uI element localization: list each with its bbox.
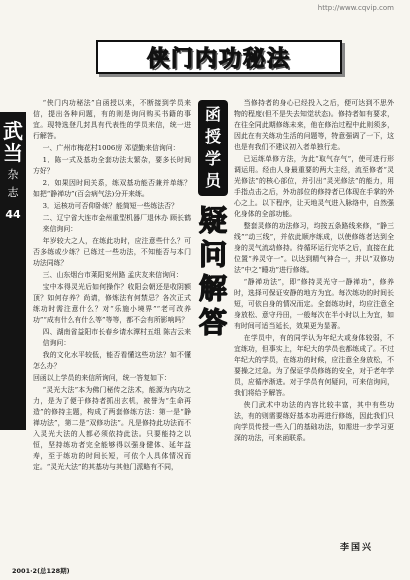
body-paragraph: 整套灵修的功法修习，均按五条路线来修，“静三线”“动三线”，并依此顺序练成，以使修练者达到全身的灵气流动修持。待循环运行完毕之后，直接在此位置“养灵守一”。以达到精气神合一，并以“双修功法”中之“睡功”进行修练。 bbox=[234, 222, 394, 274]
question-sender-line: 二、辽宁省大连市金州重型机器厂退休办 顾长鹤来信询问： bbox=[42, 214, 191, 233]
body-paragraph: 1．陈一式及基功全套功法太繁杂，要多长时间方好？ bbox=[33, 156, 191, 175]
qa-vertical-banner bbox=[196, 100, 230, 340]
side-strip-sub: 杂 bbox=[7, 168, 19, 181]
right-text-column bbox=[234, 98, 394, 445]
body-paragraph: 当修持者的身心已经投入之后，便可达到不思外物的程度(但不是失去知觉状态)。修持者如有要求，在往全同此期修练未来，他在修治过程中此则须多，因此在有关练功生活的问题等，特意强调了一下，这也是有我们不建议初入者单独行走。 bbox=[234, 99, 394, 151]
question-sender-line: 四、湖南省益阳市长春乡请水潭村五组 陈吉云来信询问： bbox=[42, 328, 191, 347]
banner-seal-char: 授 bbox=[204, 127, 221, 146]
side-strip-char: 当 bbox=[3, 141, 23, 165]
banner-seal-char: 员 bbox=[204, 171, 221, 190]
banner-seal-char: 学 bbox=[204, 149, 221, 168]
side-strip-sub: 志 bbox=[7, 186, 19, 199]
article-title: 侠门内功秘法 bbox=[146, 46, 291, 72]
body-paragraph: 已运练单修方法，为此“取气存气”，使可进行形调运用。经由人身最重要的两大主经，流至修者“灵光修法”的核心部位，并引出“灵光修法”的能力，用手指点击之后，外功部位的修持者已体现在手掌的外心之上。以下程序，让天地灵气进入脉络中，自然强化身体的全部功能。 bbox=[234, 155, 394, 218]
body-paragraph: 侠门武术中功法的内容比较丰富，其中有些功法，有的则需要练好基本功再进行修练，因此我们只向学员传授一些入门的基础功法，如需进一步学习更深的功法，可来函联系。 bbox=[234, 401, 394, 442]
banner-outline-char: 答 bbox=[198, 306, 227, 339]
banner-outline-char: 解 bbox=[198, 272, 227, 305]
banner-seal-char: 函 bbox=[204, 105, 221, 124]
body-paragraph: “静禅功法”，即“修持灵光守一静禅功”，修养时，选择可保证安静的地方为宜。每次练功的时间长短，可依自身的情况而定。全套练功时，均应注意全身放松、意守丹田，一般每次在半小时以上为宜，如有时间可适当延长，效果更为显著。 bbox=[234, 278, 394, 330]
body-paragraph: 我的文化水平较低，能否看懂这些功法？如不懂怎么办？ bbox=[33, 351, 191, 370]
question-sender-line: 三、山东烟台市莱阳兖州路 孟庆友来信询问： bbox=[42, 271, 183, 279]
question-sender-line: 一、广州市梅花村1006房 邓望勤来信询问： bbox=[42, 144, 180, 152]
author-name: 李国兴 bbox=[340, 543, 374, 553]
magazine-side-strip bbox=[0, 112, 26, 430]
article-title-box bbox=[96, 40, 342, 74]
body-paragraph: 年岁较大之人，在练此功时，应注意些什么？可否多练或少练？已练过一些功法，不知能否与本门功法同练？ bbox=[33, 237, 191, 267]
body-paragraph: “灵光大法”本为佛门秘传之法术，能源为内功之力，是为了便于修持者抓出玄机，被誉为“生命再造”的修持主题，构成了两套修练方法：第一是“静禅功法”，第二是“双修功法”。凡是修持此功法而不入灵光大法的人都必须依持此法。只要能持之以恒，坚持练功者完全能够得以强身健体、延年益寿，至于练功的时间长短，可依个人具体情况而定。“灵光大法”的其基功与其他门派略有不同， bbox=[33, 386, 191, 471]
body-paragraph: 回函以上学员的来信所询问，统一答复如下： bbox=[33, 374, 171, 382]
left-text-column bbox=[33, 98, 191, 474]
side-strip-char: 武 bbox=[3, 119, 23, 143]
body-paragraph: 2．如果因时间关系，练双基功能否兼并单练？如把“静禅功”(百会病气法)分开来练。 bbox=[33, 179, 191, 198]
banner-outline-char: 问 bbox=[198, 238, 227, 271]
banner-seal bbox=[198, 100, 228, 196]
source-watermark: http://www.cqvip.com bbox=[317, 4, 394, 12]
body-paragraph: 在学员中，有的同学认为年纪大或身体较弱，不宜练功，但事实上，年纪大的学员也都练成了。不过年纪大的学员，在练功的时候，应注意全身放松，不要操之过急。为了保证学员修练的安全，对于老年学员，应循序渐进。对于学员有何疑问，可来信询问，我们将给予解答。 bbox=[234, 334, 394, 397]
body-paragraph: “侠门内功秘法”自函授以来，不断接到学员来信，提出各种问题，有的则是询问购买书籍的事宜。现特选登几封具有代表性的学员来信，统一进行解答。 bbox=[33, 99, 191, 140]
issue-footer: 2001·2(总128期) bbox=[12, 567, 70, 575]
banner-outline-char: 疑 bbox=[198, 204, 227, 237]
body-paragraph: 宝中本得灵光后如何操作？收阳会朝还是收阴额顶？如何存养？尚请，修炼法有何禁忌？各次正式练功时需注意什么？对“乐施小境界”“老可改养功”“成有什么有什么等”等等，都不会有所影响吗？ bbox=[33, 283, 191, 324]
body-paragraph: 3．运核功可否仰卧练？能简短一些练法否？ bbox=[42, 202, 178, 210]
side-strip-page-number: 44 bbox=[5, 208, 21, 221]
